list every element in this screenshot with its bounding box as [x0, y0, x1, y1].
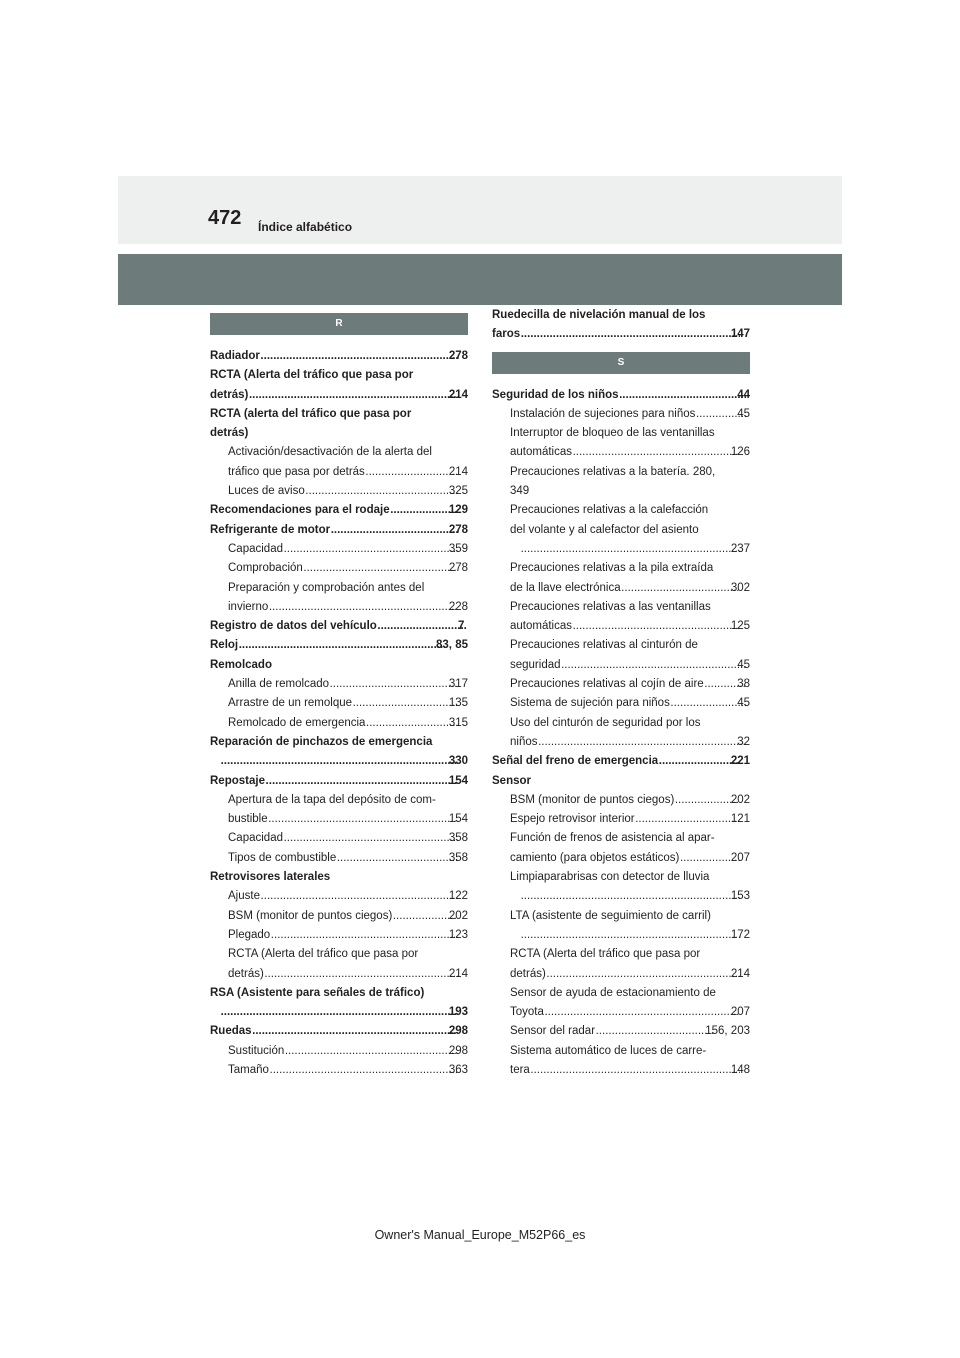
- entry-line: Activación/desactivación de la alerta del: [228, 446, 432, 459]
- entry-label: invierno: [228, 600, 269, 613]
- dot-leader: [269, 598, 458, 617]
- dot-leader: [521, 926, 740, 945]
- entry-page-row: [510, 443, 750, 462]
- entry-page-row: [228, 926, 468, 945]
- entry-page-row: [510, 1061, 750, 1080]
- entry-label: Capacidad: [228, 832, 283, 845]
- page-reference[interactable]: 126: [730, 446, 750, 459]
- entry-label: Ruedas: [210, 1025, 252, 1038]
- dot-leader: [304, 559, 458, 578]
- entry-page-row: [520, 887, 750, 906]
- entry-page-row: Registro de datos del vehículo ..... 7: [220, 617, 468, 636]
- page-reference[interactable]: 38: [737, 678, 750, 691]
- entry-page-row: [210, 347, 468, 366]
- entry-label: Seguridad de los niños: [492, 388, 619, 401]
- page-reference[interactable]: 315: [448, 716, 468, 729]
- letter-heading: R: [210, 313, 468, 335]
- index-entry: [492, 306, 750, 345]
- entry-page-row: [510, 849, 750, 868]
- entry-label: BSM (monitor de puntos ciegos): [510, 793, 675, 806]
- index-subentry: [492, 463, 750, 502]
- page-reference[interactable]: 125: [730, 620, 750, 633]
- dot-leader: [270, 1061, 458, 1080]
- entry-label: tráfico que pasa por detrás: [228, 465, 365, 478]
- index-subentry: [492, 791, 750, 810]
- page-reference[interactable]: 202: [448, 909, 468, 922]
- entry-label: Tipos de combustible: [228, 851, 337, 864]
- page-reference[interactable]: 83, 85: [436, 639, 468, 652]
- page-reference[interactable]: 363: [448, 1063, 468, 1076]
- entry-line: Retrovisores laterales: [210, 871, 331, 884]
- entry-label: Luces de aviso: [228, 485, 305, 498]
- entry-line: Precauciones relativas a las ventanillas: [510, 600, 711, 613]
- index-subentry: [210, 540, 468, 559]
- entry-page-row: [228, 1061, 468, 1080]
- letter-heading: S: [492, 352, 750, 374]
- page-reference[interactable]: 358: [448, 832, 468, 845]
- page-reference[interactable]: 214: [448, 388, 468, 401]
- index-subentry: [492, 675, 750, 694]
- entry-line: Precauciones relativas al cinturón de: [510, 639, 698, 652]
- page-reference[interactable]: 207: [730, 1006, 750, 1019]
- index-subentry: [492, 945, 750, 984]
- entry-label: BSM (monitor de puntos ciegos): [228, 909, 393, 922]
- entry-line: detrás): [210, 427, 249, 440]
- page-reference[interactable]: 156, 203: [705, 1025, 750, 1038]
- entry-page-row: [210, 386, 468, 405]
- entry-label: Refrigerante de motor: [210, 523, 331, 536]
- entry-list: [492, 386, 750, 1081]
- index-entry: [210, 347, 468, 366]
- entry-page-row: [210, 636, 468, 655]
- dot-leader: [284, 829, 458, 848]
- dot-leader: [253, 1022, 458, 1041]
- entry-line: Preparación y comprobación antes del: [228, 581, 425, 594]
- entry-page-row: [492, 325, 750, 344]
- index-entry: [210, 984, 468, 1023]
- entry-line: del volante y al calefactor del asiento: [510, 523, 699, 536]
- index-subentry: [492, 829, 750, 868]
- index-subentry: [210, 714, 468, 733]
- entry-label: Remolcado de emergencia: [228, 716, 366, 729]
- index-subentry: [210, 829, 468, 848]
- entry-line: Interruptor de bloqueo de las ventanillas: [510, 427, 715, 440]
- entry-label: Reloj: [210, 639, 239, 652]
- index-subentry: [210, 559, 468, 578]
- entry-page-row: [510, 617, 750, 636]
- dot-leader: [330, 675, 458, 694]
- entry-page-row: [228, 1042, 468, 1061]
- entry-page-row: [520, 540, 750, 559]
- dot-leader: [265, 965, 458, 984]
- dot-leader: [221, 1003, 458, 1022]
- entry-label: detrás): [210, 388, 249, 401]
- entry-page-row: [510, 675, 750, 694]
- index-subentry: [210, 926, 468, 945]
- page-reference[interactable]: 214: [730, 967, 750, 980]
- dot-leader: [271, 926, 458, 945]
- page-reference[interactable]: 358: [448, 851, 468, 864]
- entry-line: Precauciones relativas a la calefacción: [510, 504, 709, 517]
- index-subentry: [492, 501, 750, 559]
- entry-label: Anilla de remolcado: [228, 678, 330, 691]
- page-reference[interactable]: 237: [730, 542, 750, 555]
- entry-line: Sistema automático de luces de carre-: [510, 1044, 707, 1057]
- index-subentry: [210, 907, 468, 926]
- page-reference[interactable]: 32: [737, 735, 750, 748]
- index-subentry: [492, 424, 750, 463]
- dot-leader: [671, 694, 746, 713]
- entry-page-row: [228, 965, 468, 984]
- entry-line: RCTA (Alerta del tráfico que pasa por: [510, 948, 701, 961]
- entry-label: detrás): [228, 967, 264, 980]
- index-subentry: [492, 694, 750, 713]
- entry-line: Precauciones relativas a la batería. 280,: [510, 465, 716, 478]
- dot-leader: [573, 443, 740, 462]
- page-reference[interactable]: 45: [737, 658, 750, 671]
- entry-label: Tamaño: [228, 1063, 269, 1076]
- index-subentry: [492, 405, 750, 424]
- dot-leader: [545, 1003, 740, 1022]
- entry-page-row: [228, 540, 468, 559]
- dot-leader: [366, 463, 458, 482]
- entry-label: Registro de datos del vehículo: [210, 620, 377, 633]
- entry-page-row: [210, 1022, 468, 1041]
- entry-label: Arrastre de un remolque: [228, 697, 353, 710]
- dot-leader: [261, 347, 458, 366]
- entry-label: Espejo retrovisor interior: [510, 813, 635, 826]
- index-entry: [210, 733, 468, 772]
- index-subentry: [492, 636, 750, 675]
- page-reference[interactable]: 214: [448, 465, 468, 478]
- dot-leader: [366, 714, 457, 733]
- index-subentry: [492, 984, 750, 1023]
- page-number: 472: [208, 207, 242, 229]
- page-reference[interactable]: 278: [448, 523, 468, 536]
- entry-page-row: [228, 559, 468, 578]
- entry-page-row: [220, 752, 468, 771]
- entry-line: Sensor de ayuda de estacionamiento de: [510, 986, 716, 999]
- dot-leader: [261, 887, 458, 906]
- index-subentry: [210, 1061, 468, 1080]
- page-reference[interactable]: 207: [730, 851, 750, 864]
- index-entry: [210, 501, 468, 520]
- entry-page-row: [228, 810, 468, 829]
- index-subentry: [492, 714, 750, 753]
- entry-page-row: [228, 675, 468, 694]
- entry-page-row: [492, 386, 750, 405]
- entry-page-row: [510, 694, 750, 713]
- dot-leader: [521, 325, 740, 344]
- index-entry: [492, 772, 750, 791]
- page-reference[interactable]: 129: [448, 504, 468, 517]
- entry-label: niños: [510, 735, 538, 748]
- index-subentry: [492, 1042, 750, 1081]
- entry-label: faros: [492, 328, 521, 341]
- entry-label: tera: [510, 1063, 530, 1076]
- page-reference[interactable]: 172: [730, 928, 750, 941]
- page-reference[interactable]: 228: [448, 600, 468, 613]
- page-reference[interactable]: 148: [730, 1063, 750, 1076]
- index-entry: [210, 521, 468, 540]
- index-subentry: [210, 694, 468, 713]
- page-reference[interactable]: 317: [448, 678, 468, 691]
- page-reference[interactable]: 45: [737, 697, 750, 710]
- dot-leader: [391, 501, 458, 520]
- index-column-right: [492, 306, 750, 1080]
- header-dark-band: [118, 254, 842, 305]
- page-reference[interactable]: 153: [730, 890, 750, 903]
- index-entry: [210, 617, 468, 636]
- entry-label: Plegado: [228, 928, 271, 941]
- entry-page-row: [228, 849, 468, 868]
- footer-text: Owner's Manual_Europe_M52P66_es: [374, 1228, 586, 1242]
- entry-label: Repostaje: [210, 774, 265, 787]
- entry-page-row: [228, 463, 468, 482]
- dot-leader: [636, 810, 740, 829]
- dot-leader: [239, 636, 445, 655]
- dot-leader: [266, 772, 458, 791]
- entry-page-row: [510, 579, 750, 598]
- index-subentry: [492, 559, 750, 598]
- index-subentry: [492, 907, 750, 946]
- dot-leader: [573, 617, 740, 636]
- index-subentry: [492, 868, 750, 907]
- page-reference[interactable]: 325: [448, 485, 468, 498]
- entry-list: [210, 347, 468, 1080]
- dot-leader: [521, 540, 740, 559]
- index-entry: [492, 386, 750, 405]
- dot-leader: [353, 694, 458, 713]
- index-subentry: [210, 1042, 468, 1061]
- page-reference[interactable]: 298: [448, 1025, 468, 1038]
- entry-page-row: [228, 598, 468, 617]
- entry-label: Sensor del radar: [510, 1025, 596, 1038]
- entry-line: Sensor: [492, 774, 531, 787]
- entry-page-row: [492, 752, 750, 771]
- entry-label: automáticas: [510, 446, 573, 459]
- entry-line: 349: [510, 485, 530, 498]
- index-subentry: [492, 810, 750, 829]
- page-reference[interactable]: 154: [448, 774, 468, 787]
- entry-label: Ajuste: [228, 890, 260, 903]
- index-subentry: [210, 945, 468, 984]
- entry-line: Reparación de pinchazos de emergencia: [210, 735, 433, 748]
- index-subentry: [210, 482, 468, 501]
- page-reference[interactable]: 121: [730, 813, 750, 826]
- entry-page-row: [510, 1022, 750, 1041]
- dot-leader: [622, 579, 740, 598]
- entry-label: Instalación de sujeciones para niños: [510, 407, 696, 420]
- page-reference[interactable]: 202: [730, 793, 750, 806]
- entry-label: Capacidad: [228, 542, 283, 555]
- entry-label: Sustitución: [228, 1044, 285, 1057]
- entry-page-row: [510, 405, 750, 424]
- index-subentry: [210, 579, 468, 618]
- index-entry: [210, 1022, 468, 1041]
- entry-page-row: [510, 1003, 750, 1022]
- entry-label: Radiador: [210, 350, 260, 362]
- index-entry: [210, 772, 468, 791]
- entry-label: camiento (para objetos estáticos): [510, 851, 680, 864]
- page-reference[interactable]: 302: [730, 581, 750, 594]
- page-reference[interactable]: 278: [448, 350, 468, 362]
- index-column-left: [210, 306, 468, 1080]
- page-reference[interactable]: 214: [448, 967, 468, 980]
- page-reference[interactable]: 123: [448, 928, 468, 941]
- dot-leader: [269, 810, 458, 829]
- entry-page-row: [228, 829, 468, 848]
- entry-label: de la llave electrónica: [510, 581, 621, 594]
- dot-leader: [284, 540, 458, 559]
- dot-leader: [331, 521, 458, 540]
- page-reference[interactable]: 45: [737, 407, 750, 420]
- dot-leader: [221, 752, 458, 771]
- page-reference[interactable]: 147: [730, 328, 750, 341]
- dot-leader: [378, 617, 467, 636]
- entry-page-row: [228, 714, 468, 733]
- entry-line: LTA (asistente de seguimiento de carril): [510, 909, 711, 922]
- entry-page-row: [228, 482, 468, 501]
- index-subentry: [492, 598, 750, 637]
- page-reference[interactable]: 122: [448, 890, 468, 903]
- entry-label: Recomendaciones para el rodaje: [210, 504, 390, 517]
- entry-page-row: [510, 733, 750, 752]
- entry-line: Apertura de la tapa del depósito de com-: [228, 793, 436, 806]
- dot-leader: [531, 1061, 740, 1080]
- dot-leader: [521, 887, 740, 906]
- entry-page-row: [228, 694, 468, 713]
- entry-line: Limpiaparabrisas con detector de lluvia: [510, 871, 710, 884]
- entry-page-row: [520, 926, 750, 945]
- entry-page-row: [210, 521, 468, 540]
- entry-line: Ruedecilla de nivelación manual de los: [492, 309, 706, 321]
- entry-line: RCTA (alerta del tráfico que pasa por: [210, 407, 412, 420]
- entry-page-row: [228, 887, 468, 906]
- entry-page-row: [510, 791, 750, 810]
- page-reference[interactable]: 359: [448, 542, 468, 555]
- entry-line: Función de frenos de asistencia al apar-: [510, 832, 715, 845]
- dot-leader: [539, 733, 747, 752]
- entry-label: Señal del freno de emergencia: [492, 755, 659, 768]
- entry-line: RCTA (Alerta del tráfico que pasa por: [210, 369, 414, 382]
- index-subentry: [210, 849, 468, 868]
- entry-line: Precauciones relativas a la pila extraída: [510, 562, 714, 575]
- entry-page-row: [210, 501, 468, 520]
- entry-label: automáticas: [510, 620, 573, 633]
- entry-page-row: [510, 810, 750, 829]
- page-reference[interactable]: 221: [730, 755, 750, 768]
- index-entry: [210, 656, 468, 675]
- entry-page-row: [510, 965, 750, 984]
- index-entry: [210, 636, 468, 655]
- page-reference[interactable]: 44: [737, 388, 750, 401]
- entry-label: Toyota: [510, 1006, 544, 1019]
- entry-page-row: [220, 1003, 468, 1022]
- entry-label: Comprobación: [228, 562, 303, 575]
- index-entry: [210, 366, 468, 405]
- page-reference[interactable]: 298: [448, 1044, 468, 1057]
- entry-line: RCTA (Alerta del tráfico que pasa por: [228, 948, 419, 961]
- index-subentry: [492, 1022, 750, 1041]
- index-entry: [210, 868, 468, 887]
- entry-page-row: [228, 907, 468, 926]
- entry-page-row: [210, 772, 468, 791]
- page-reference[interactable]: 193: [448, 1006, 468, 1019]
- entry-label: Precauciones relativas al cojín de aire: [510, 678, 704, 691]
- page-reference[interactable]: 135: [448, 697, 468, 710]
- dot-leader: [249, 386, 457, 405]
- entry-line: Uso del cinturón de seguridad por los: [510, 716, 701, 729]
- entry-line: RSA (Asistente para señales de tráfico): [210, 986, 425, 999]
- page-reference[interactable]: 330: [448, 755, 468, 768]
- dot-leader: [659, 752, 740, 771]
- entry-label: seguridad: [510, 658, 561, 671]
- dot-leader: [306, 482, 458, 501]
- dot-leader: [562, 656, 747, 675]
- dot-leader: [285, 1042, 458, 1061]
- dot-leader: [547, 965, 740, 984]
- index-entry: [492, 752, 750, 771]
- index-subentry: [210, 791, 468, 830]
- dot-leader: [337, 849, 458, 868]
- index-subentry: [210, 675, 468, 694]
- entry-label: Sistema de sujeción para niños: [510, 697, 670, 710]
- dot-leader: [620, 386, 747, 405]
- entry-page-row: [510, 656, 750, 675]
- dot-leader: [596, 1022, 714, 1041]
- entry-label: detrás): [510, 967, 546, 980]
- page-reference[interactable]: 278: [448, 562, 468, 575]
- entry-list: [492, 306, 750, 345]
- index-subentry: [210, 887, 468, 906]
- index-subentry: [210, 443, 468, 482]
- entry-line: Remolcado: [210, 658, 272, 671]
- section-title: Índice alfabético: [258, 220, 353, 234]
- entry-label: bustible: [228, 813, 268, 826]
- page-reference[interactable]: 154: [448, 813, 468, 826]
- index-entry: [210, 405, 468, 444]
